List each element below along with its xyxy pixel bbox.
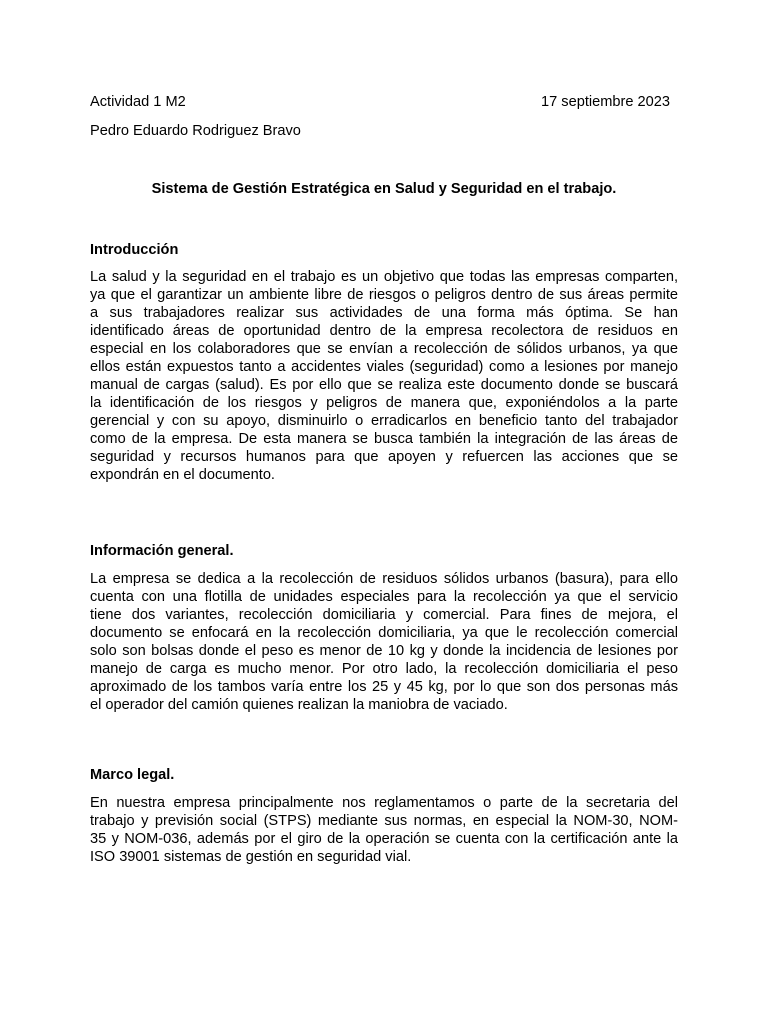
- paragraph-line: especial en los colaboradores que se envían a recolección de sólidos urbanos, ya que: [90, 341, 678, 357]
- paragraph-line: expondrán en el documento.: [90, 467, 275, 483]
- paragraph-line: cuenta con una flotilla de unidades especiales para la recolección ya que el servicio: [90, 589, 678, 605]
- document-title: Sistema de Gestión Estratégica en Salud y Seguridad en el trabajo.: [151, 181, 617, 197]
- paragraph-line: ISO 39001 sistemas de gestión en seguridad vial.: [90, 849, 412, 865]
- paragraph-line: seguridad y recursos humanos para que apoyen y refuercen las acciones que se: [90, 449, 678, 465]
- paragraph-line: La salud y la seguridad en el trabajo es un objetivo que todas las empresas comparten,: [90, 269, 678, 285]
- paragraph-line: como de la empresa. De esta manera se busca también la integración de las áreas de: [90, 431, 678, 447]
- paragraph-line: solo son bolsas donde el peso es menor de 10 kg y donde la incidencia de lesiones por: [90, 643, 678, 659]
- document-date: 17 septiembre 2023: [541, 94, 670, 110]
- paragraph-line: manual de cargas (salud). Es por ello que se realiza este documento donde se buscará: [90, 377, 678, 393]
- paragraph-line: manejo de carga es mucho menor. Por otro lado, la recolección domiciliaria el peso: [90, 661, 678, 677]
- paragraph-line: aproximado de los tambos varía entre los 25 y 45 kg, por lo que son dos personas más: [90, 679, 678, 695]
- section-heading-marco-legal: Marco legal.: [90, 767, 175, 783]
- paragraph-line: documento se enfocará en la recolección domiciliaria, ya que le recolección comercial: [90, 625, 678, 641]
- activity-label: Actividad 1 M2: [90, 94, 186, 110]
- section-paragraph-informacion-general: [90, 570, 678, 714]
- paragraph-line: la identificación de los riesgos y peligros de manera que, exponiéndolos a la parte: [90, 395, 678, 411]
- section-heading-informacion-general: Información general.: [90, 543, 234, 559]
- paragraph-line: trabajo y previsión social (STPS) mediante sus normas, en especial la NOM-30, NOM-: [90, 813, 678, 829]
- paragraph-line: a sus trabajadores realizar sus actividades de una forma más óptima. Se han: [90, 305, 678, 321]
- paragraph-line: el operador del camión quienes realizan la maniobra de vaciado.: [90, 697, 508, 713]
- paragraph-line: La empresa se dedica a la recolección de residuos sólidos urbanos (basura), para ello: [90, 571, 678, 587]
- document-body: [90, 0, 678, 1024]
- paragraph-line: En nuestra empresa principalmente nos reglamentamos o parte de la secretaria del: [90, 795, 678, 811]
- paragraph-line: ya que el garantizar un ambiente libre de riesgos o peligros dentro de sus áreas permite: [90, 287, 678, 303]
- paragraph-line: tiene dos variantes, recolección domiciliaria y comercial. Para fines de mejora, el: [90, 607, 678, 623]
- section-heading-introduccion: Introducción: [90, 242, 179, 258]
- document-header: [90, 93, 670, 111]
- author-name: Pedro Eduardo Rodriguez Bravo: [90, 123, 301, 139]
- paragraph-line: ellos están expuestos tanto a accidentes viales (seguridad) como a lesiones por manejo: [90, 359, 678, 375]
- section-paragraph-introduccion: [90, 268, 678, 484]
- paragraph-line: 35 y NOM-036, además por el giro de la operación se cuenta con la certificación ante la: [90, 831, 678, 847]
- paragraph-line: identificado áreas de oportunidad dentro de la empresa recolectora de residuos en: [90, 323, 678, 339]
- section-paragraph-marco-legal: [90, 794, 678, 866]
- paragraph-line: gerencial y con su apoyo, disminuirlo o erradicarlos en beneficio tanto del trabajador: [90, 413, 678, 429]
